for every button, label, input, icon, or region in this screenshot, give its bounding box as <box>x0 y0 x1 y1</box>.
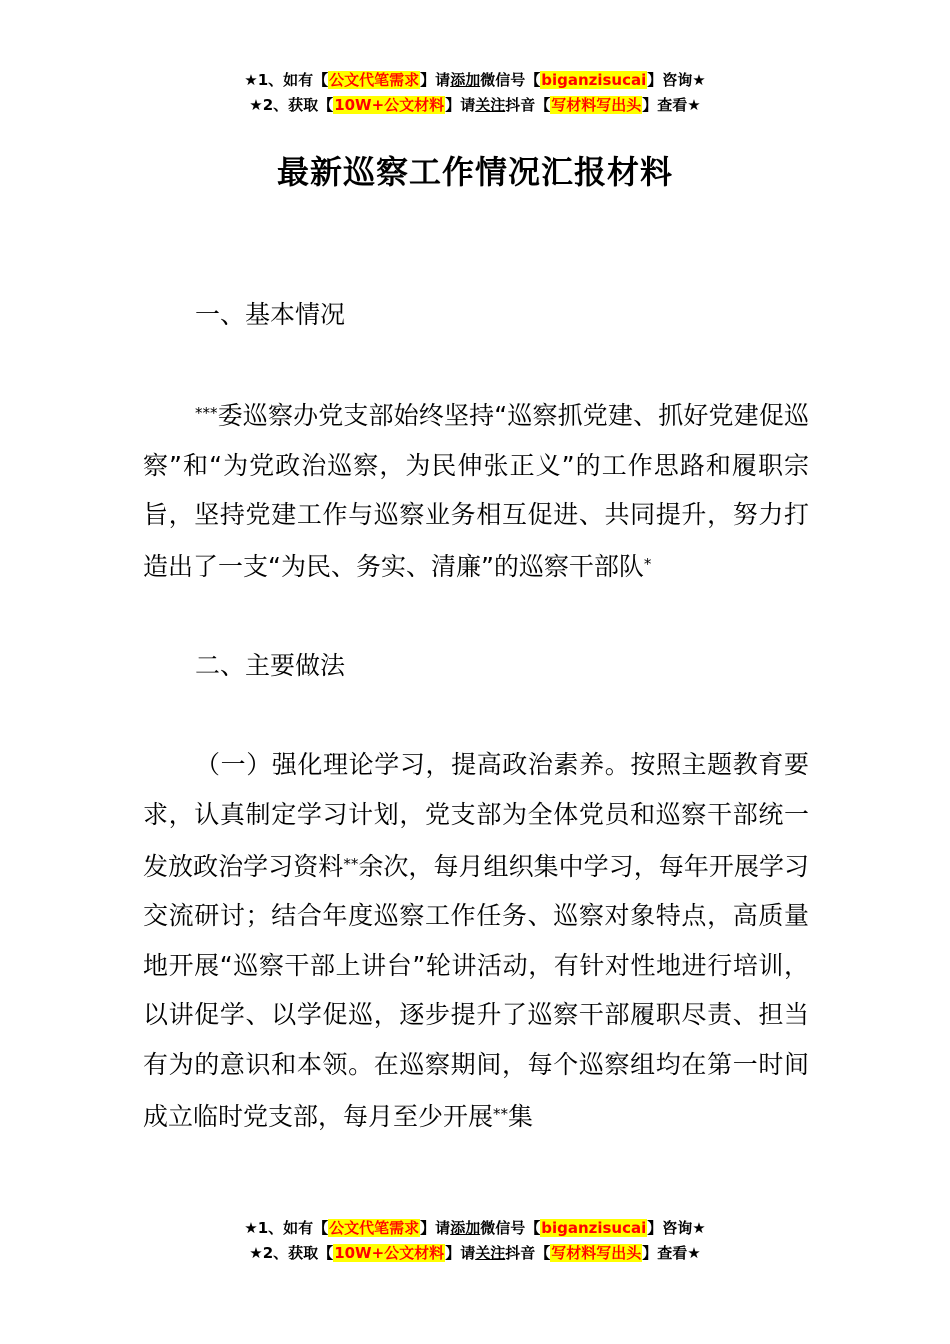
banner-line-2 <box>0 93 950 118</box>
banner-underlined-text: 添加 <box>450 1219 481 1237</box>
spacer <box>143 340 809 390</box>
banner-highlight: biganzisucai <box>541 71 647 89</box>
section-heading-main-practices: 二、主要做法 <box>195 651 346 681</box>
paragraph-theory-study <box>143 740 809 1141</box>
paragraph-text: 余次，每月组织集中学习，每年开展学习交流研讨；结合年度巡察工作任务、巡察对象特点，高质量地开展“巡察干部上讲台”轮讲活动，有针对性地进行培训，以讲促学、以学促巡，逐步提升了巡察干部履职尽责、担当有为的意识和本领。在巡察期间，每个巡察组均在第一时间成立临时党支部，每月至少开展 <box>143 851 809 1131</box>
paragraph-text: 集 <box>508 1101 534 1131</box>
redaction-stars: *** <box>195 404 218 423</box>
banner-underlined-text: 添加 <box>450 71 481 89</box>
paragraph-text: 委巡察办党支部始终坚持“巡察抓党建、抓好党建促巡察”和“为党政治巡察，为民伸张正义”的工作思路和履职宗旨，坚持党建工作与巡察业务相互促进、共同提升，努力打造出了一支“为民、务实、清廉”的巡察干部队 <box>143 401 809 581</box>
banner-highlight: 公文代笔需求 <box>329 71 420 89</box>
banner-text: ★2、获取【 <box>249 1244 334 1262</box>
banner-text: 】请 <box>445 96 476 114</box>
document-body <box>143 290 809 1141</box>
redaction-stars: * <box>643 554 652 573</box>
banner-text: ★1、如有【 <box>244 1219 329 1237</box>
banner-text: 】请 <box>420 1219 451 1237</box>
banner-underlined-text: 关注 <box>475 1244 506 1262</box>
banner-highlight: 写材料写出头 <box>551 1244 642 1262</box>
banner-line-1 <box>0 68 950 93</box>
banner-underlined-text: 关注 <box>475 96 506 114</box>
banner-highlight: 写材料写出头 <box>551 96 642 114</box>
banner-text: 】咨询★ <box>647 1219 706 1237</box>
banner-line-2 <box>0 1241 950 1266</box>
redaction-stars: ** <box>493 1104 509 1123</box>
banner-text: 】咨询★ <box>647 71 706 89</box>
banner-text: 】请 <box>445 1244 476 1262</box>
banner-text: 微信号【 <box>480 1219 541 1237</box>
bottom-banner <box>0 1216 950 1266</box>
banner-highlight: 公文代笔需求 <box>329 1219 420 1237</box>
spacer <box>143 592 809 642</box>
banner-text: 抖音【 <box>505 1244 551 1262</box>
banner-text: ★1、如有【 <box>244 71 329 89</box>
paragraph-text: （一）强化理论学习，提高政治素养。按照主题教育要求，认真制定学习计划，党支部为全体党员和巡察干部统一发放政治学习资料 <box>143 750 809 881</box>
redaction-stars: ** <box>343 854 359 873</box>
document-title: 最新巡察工作情况汇报材料 <box>276 153 673 191</box>
paragraph-basic-situation <box>143 389 809 591</box>
banner-text: ★2、获取【 <box>249 96 334 114</box>
banner-text: 抖音【 <box>505 96 551 114</box>
banner-text: 】查看★ <box>642 1244 701 1262</box>
banner-text: 微信号【 <box>480 71 541 89</box>
banner-highlight: 10W+公文材料 <box>334 1244 445 1262</box>
banner-line-1 <box>0 1216 950 1241</box>
banner-highlight: biganzisucai <box>541 1219 647 1237</box>
section-heading-basic-situation: 一、基本情况 <box>195 300 346 329</box>
banner-text: 】请 <box>420 71 451 89</box>
banner-text: 】查看★ <box>642 96 701 114</box>
banner-highlight: 10W+公文材料 <box>334 96 445 114</box>
top-banner <box>0 68 950 118</box>
spacer <box>143 691 809 741</box>
